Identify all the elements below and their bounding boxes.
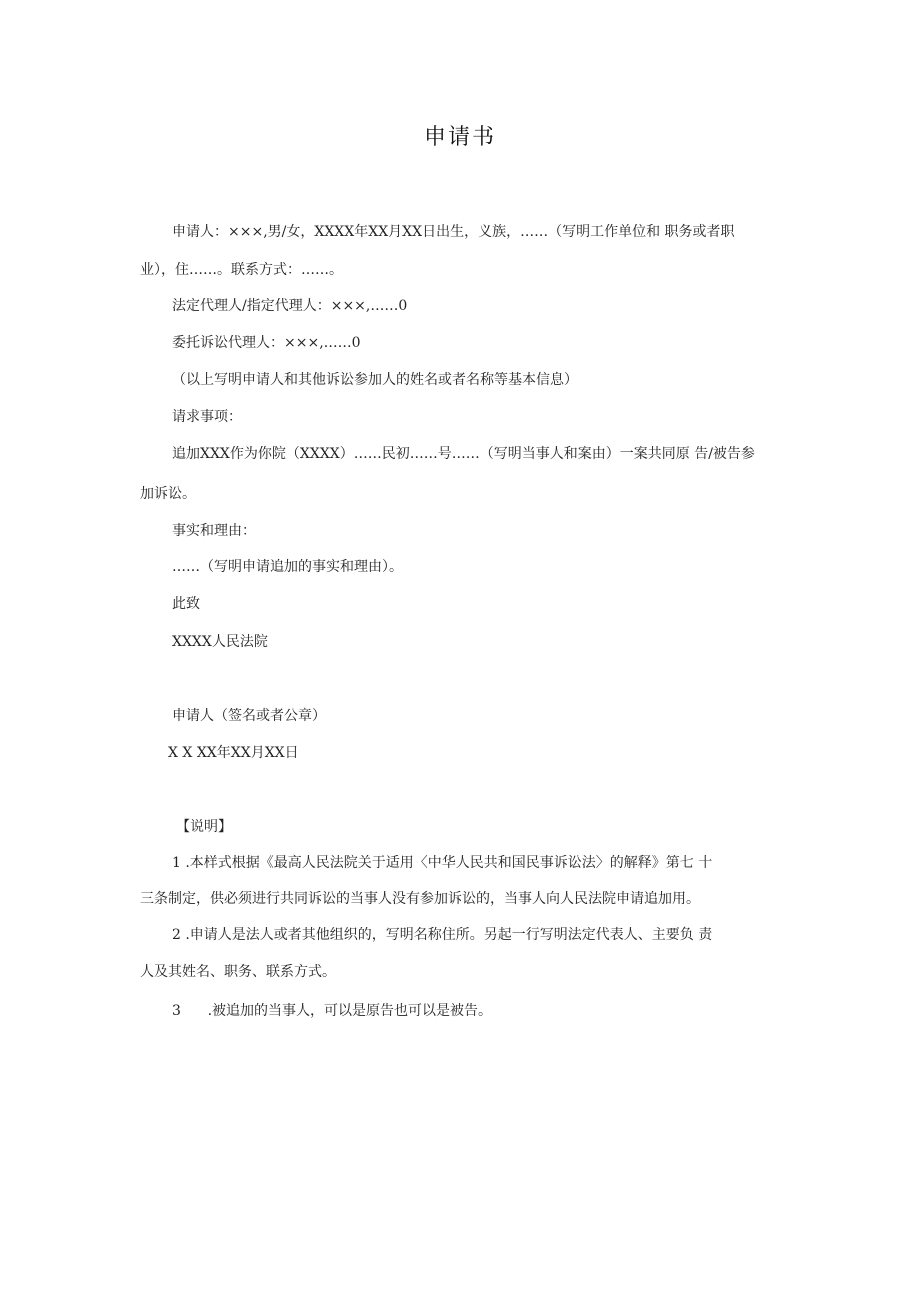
request-line-1: 追加XXX作为你院（XXXX）……民初……号……（写明当事人和案由）一案共同原 告/被告参 [172,446,755,462]
note-item-1-line-1: 1 .本样式根据《最高人民法院关于适用〈中华人民共和国民事诉讼法〉的解释》第七 十 [172,855,713,871]
court-name: XXXX人民法院 [172,634,268,650]
document-title: 申请书 [423,125,496,150]
note-item-2-line-2: 人及其姓名、职务、联系方式。 [140,964,336,980]
note-item-2-line-1: 2 .申请人是法人或者其他组织的，写明名称住所。另起一行写明法定代表人、主要负 责 [172,927,713,943]
entrusted-agent-line: 委托诉讼代理人：×××,……0 [172,335,361,351]
facts-heading: 事实和理由： [172,523,256,539]
note-item-1-line-2: 三条制定，供必须进行共同诉讼的当事人没有参加诉讼的，当事人向人民法院申请追加用。 [140,891,700,907]
facts-content: ……（写明申请追加的事实和理由）。 [172,559,403,575]
legal-agent-line: 法定代理人/指定代理人：×××,……0 [172,298,408,314]
request-line-2: 加诉讼。 [140,486,196,502]
notes-heading: 【说明】 [176,819,232,835]
applicant-line-2: 业），住……。联系方式：……。 [140,262,343,278]
applicant-line-1: 申请人：×××,男/女，XXXX年XX月XX日出生，义族，……（写明工作单位和 职务或者职 [172,224,735,240]
signature-line: 申请人（签名或者公章） [172,708,326,724]
note-item-3: 3 .被追加的当事人，可以是原告也可以是被告。 [172,1003,493,1019]
request-heading: 请求事项： [172,409,242,425]
info-note-line: （以上写明申请人和其他诉讼参加人的姓名或者名称等基本信息） [172,372,578,388]
date-line: X X XX年XX月XX日 [168,745,299,761]
salutation: 此致 [172,596,200,612]
